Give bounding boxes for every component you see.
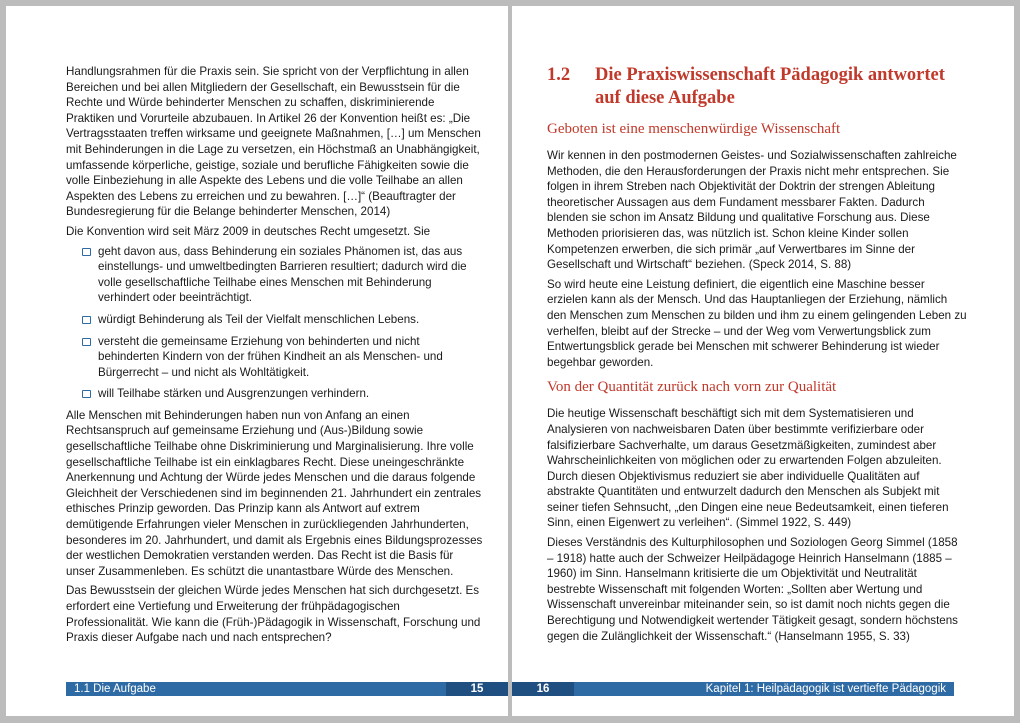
square-bullet-icon [82, 248, 91, 256]
section-number: 1.2 [547, 65, 571, 85]
section-title: Die Praxiswissenschaft Pädagogik antwortet auf diese Aufgabe [595, 65, 945, 108]
paragraph: So wird heute eine Leistung definiert, die eigentlich eine Maschine besser erzielen kann als der Mensch. Und das Hauptanliegen der Erziehung, nämlich den Menschen zum Menschen zu bilden und ihm zu einem gelingenden Leben zu verhelfen, bleibt auf der Strecke – und der Weg vom Verwertungsblick zum Entwertungsblick gerade bei Menschen mit schwerer Behinderung ist wieder begehbar geworden. [547, 277, 967, 369]
list-item-text: geht davon aus, dass Behinderung ein soziales Phänomen ist, das aus einstellungs- und umweltbedingten Barrieren resultiert; dadurch wird die volle gesellschaftliche Teilhabe eines Menschen mit Behinderung verhindert oder beeinträchtigt. [98, 244, 467, 305]
square-bullet-icon [82, 316, 91, 324]
paragraph: Die heutige Wissenschaft beschäftigt sich mit dem Systematisieren und Analysieren von nachweisbaren Daten über bestimmte verifizierbare oder falsifizierbare Sachverhalte, um daraus Gesetzmäßigkeiten, zumindest aber Wahrscheinlichkeiten von möglichen oder zu erwartenden Folgen abzuleiten. Durch diesen Objektivismus reduziert sie aber individuelle Qualitäten auf abstrakte Quantitäten und entwurzelt dadurch den Menschen als Subjekt mit seiner tiefen Sehnsucht, „den Dingen eine neue Bedeutsamkeit, einen tieferen Sinn, einen Eigenwert zu verleihen“. (Simmel 1922, S. 449) [547, 407, 949, 530]
list-item-text: würdigt Behinderung als Teil der Vielfalt menschlichen Lebens. [98, 312, 420, 326]
right-page-body [547, 64, 967, 648]
square-bullet-icon [82, 338, 91, 346]
right-footer-bar [512, 682, 954, 696]
list-item [84, 244, 484, 306]
page-number: 16 [512, 682, 574, 696]
paragraph: Das Bewusstsein der gleichen Würde jedes Menschen hat sich durchgesetzt. Es erfordert eine Vertiefung und Erweiterung der frühpädagogischen Professionalität. Wie kann die (Früh-)Pädagogik in Wissenschaft, Forschung und Praxis dieser Aufgabe nach und nach entsprechen? [66, 584, 481, 645]
list-item [84, 334, 484, 381]
list-item [84, 312, 484, 328]
paragraph: Handlungsrahmen für die Praxis sein. Sie spricht von der Verpflichtung in allen Bereichen und bei allen Mitgliedern der Gesellschaft, ein Bewusstsein für die Rechte und Würde behinderter Menschen zu schaffen, diskriminierende Praktiken und Vorurteile abzubauen. In Artikel 26 der Konvention heißt es: „Die Vertragsstaaten treffen wirksame und geeignete Maßnahmen, […] um Menschen mit Behinderungen in die Lage zu versetzen, ein Höchstmaß an Unabhängigkeit, umfassende körperliche, geistige, soziale und berufliche Fähigkeiten sowie die volle Einbeziehung in alle Aspekte des Lebens und die volle Teilhabe an allen Aspekten des Lebens zu erreichen und zu bewahren. […]“ (Beauftragter der Bundesregierung für die Belange behinderter Menschen, 2014) [66, 65, 481, 219]
right-page [512, 6, 1014, 716]
paragraph: Dieses Verständnis des Kulturphilosophen und Soziologen Georg Simmel (1858 – 1918) hatte auch der Schweizer Heilpädagoge Heinrich Hanselmann (1885 – 1960) im Sinn. Hanselmann kritisierte die um Objektivität und Neutralität bestrebte Wissenschaft mit folgenden Worten: „Sollten aber Wertung und Wissenschaft unvereinbar miteinander sein, so ist damit noch nichts gegen die Berechtigung und Notwendigkeit wertender Tätigkeit gesagt, sondern höchstens gegen die Zulänglichkeit der Wissenschaft.“ (Hanselmann 1955, S. 33) [547, 536, 958, 643]
page-number: 15 [446, 682, 508, 696]
left-page [6, 6, 508, 716]
subheading: Geboten ist eine menschenwürdige Wissenschaft [547, 121, 841, 137]
left-footer-bar [66, 682, 508, 696]
list-item [84, 386, 484, 402]
paragraph: Die Konvention wird seit März 2009 in deutsches Recht umgesetzt. Sie [66, 224, 431, 238]
footer-chapter-label: Kapitel 1: Heilpädagogik ist vertiefte Pädagogik [705, 683, 946, 695]
square-bullet-icon [82, 390, 91, 398]
subheading: Von der Quantität zurück nach vorn zur Qualität [547, 379, 837, 396]
paragraph: Wir kennen in den postmodernen Geistes- und Sozialwissenschaften zahlreiche Methoden, die den Herausforderungen der Praxis nicht mehr entsprechen. Sie folgen in ihrem Streben nach Objektivität der Doktrin der strengen Ableitung theoretischer Aussagen aus dem Fundament messbarer Fakten. Dadurch blenden sie schon im Ansatz Bildung und qualitative Forschung aus. Diese Methoden priorisieren das, was nützlich ist. Schon kleine Kinder sollen Kompetenzen erwerben, die sich primär „auf Verwertbares im Sinne der Gesellschaft und Wirtschaft“ beziehen. (Speck 2014, S. 88) [547, 149, 957, 272]
paragraph: Alle Menschen mit Behinderungen haben nun von Anfang an einen Rechtsanspruch auf gemeinsame Erziehung und (Aus-)Bildung sowie gesellschaftliche Teilhabe ohne Diskriminierung und Marginalisierung. Ihre volle gesellschaftliche Teilhabe ist ein einklagbares Recht. Diese uneingeschränkte Anerkennung und Achtung der Würde jedes Menschen und die daraus folgende Gleichheit der Verschiedenen sind im beginnenden 21. Jahrhundert ein zentrales ethisches Prinzip geworden. Das Prinzip kann als Antwort auf extrem demütigende Erfahrungen vieler Menschen in zurückliegenden Jahrhunderten, besonderes im 20. Jahrhundert, und damit als Ergebnis eines Bildungsprozesses der westlichen Demokratien verstanden werden. Das Recht ist die Basis für unser Zusammenleben. Es schützt die unantastbare Würde des Menschen. [66, 408, 483, 578]
bullet-list [66, 244, 484, 402]
list-item-text: versteht die gemeinsame Erziehung von behinderten und nicht behinderten Kindern von der frühen Kindheit an als Menschen- und Bürgerrecht – und nicht als Wohltätigkeit. [98, 334, 443, 379]
footer-section-label: 1.1 Die Aufgabe [74, 683, 156, 695]
left-page-body [66, 64, 484, 650]
list-item-text: will Teilhabe stärken und Ausgrenzungen verhindern. [98, 387, 370, 401]
section-heading [547, 64, 967, 110]
